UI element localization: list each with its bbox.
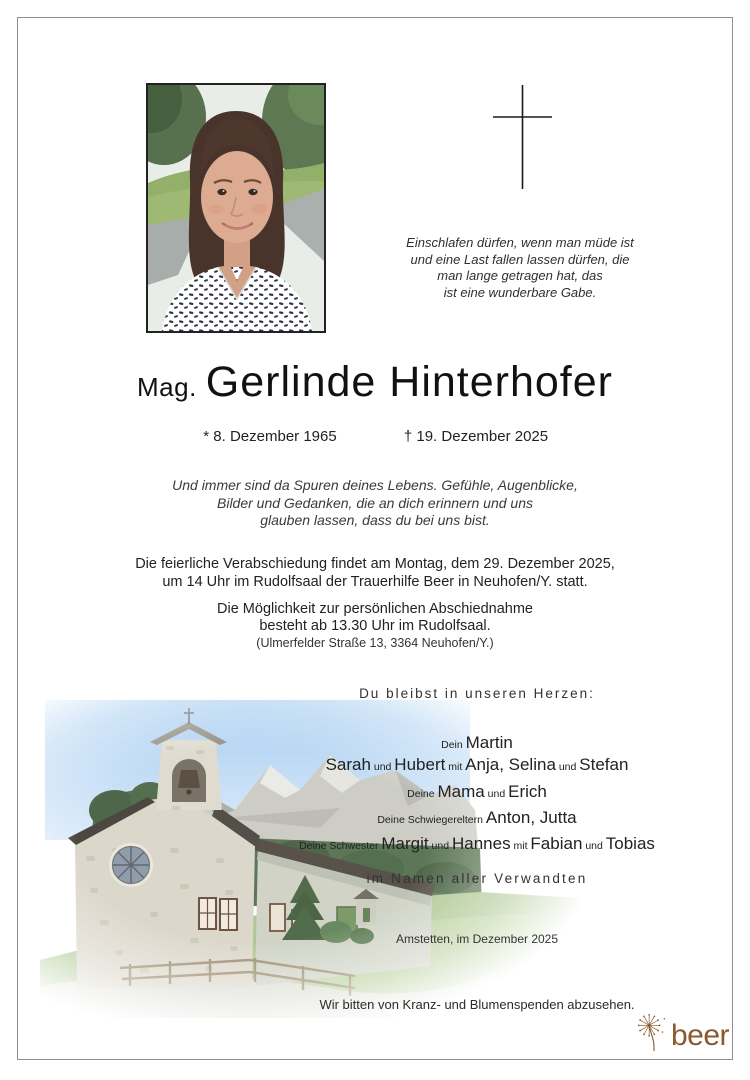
family-line [204,733,750,753]
family-name-segment: Deine [407,788,438,800]
deceased-name [0,358,750,407]
ceremony-line: besteht ab 13.30 Uhr im Rudolfsaal. [259,617,491,634]
birth-date: * 8. Dezember 1965 [203,428,337,445]
funeral-home-logo [633,1011,729,1053]
ceremony-line: Die Möglichkeit zur persönlichen Abschiednahme [217,601,533,617]
family-name-segment: Martin [465,733,513,752]
quote-line: ist eine wunderbare Gabe. [443,284,597,300]
opening-quote [385,235,655,301]
place-and-date: Amstetten, im Dezember 2025 [395,932,559,946]
death-date: † 19. Dezember 2025 [403,428,549,445]
family-name-segment: Hannes [451,834,511,853]
logo-text: beer [671,1019,730,1052]
venue-address: (Ulmerfelder Straße 13, 3364 Neuhofen/Y.) [256,636,494,650]
donation-note: Wir bitten von Kranz- und Blumenspenden abzusehen. [319,997,635,1012]
quote-line: Einschlafen dürfen, wenn man müde ist [406,235,634,250]
family-name-segment: Sarah [325,755,371,774]
memorial-verse [0,477,750,530]
verse-line: glauben lassen, dass du bei uns bist. [260,512,490,528]
family-name-segment: Anja, Selina [465,755,556,774]
farewell-viewing-info [0,601,750,652]
family-name-segment: Tobias [605,834,655,853]
family-name-segment: Erich [508,782,547,801]
family-name-segment: und [555,761,580,773]
family-name-segment: mit [510,840,531,852]
family-name-segment: Dein [441,739,466,751]
ceremony-line: Die feierliche Verabschiedung findet am Montag, dem 29. Dezember 2025, [135,556,615,572]
family-name-segment: und [428,840,452,852]
quote-line: man lange getragen hat, das [437,268,603,283]
family-name-segment: Hubert [394,755,446,774]
verse-line: Bilder und Gedanken, die an dich erinnern und uns [217,494,533,511]
family-name-segment: mit [445,761,466,773]
dandelion-icon [633,1011,671,1053]
family-name-segment: Anton, Jutta [485,808,577,827]
family-name-segment: Stefan [579,755,629,774]
latin-cross-icon [488,82,558,192]
academic-title: Mag. [136,372,197,402]
family-name-segment: Mama [437,782,485,801]
family-name-segment: Fabian [530,834,583,853]
family-name-segment: Margit [381,834,429,853]
family-closing: im Namen aller Verwandten [366,871,588,886]
family-name-segment: Deine Schwiegereltern [377,814,486,826]
verse-line: Und immer sind da Spuren deines Lebens. Gefühle, Augenblicke, [172,477,578,493]
family-line [204,808,750,828]
family-name-segment: und [370,761,395,773]
portrait-illustration [148,85,324,331]
quote-line: und eine Last fallen lassen dürfen, die [410,251,630,267]
family-line [204,834,750,854]
family-name-segment: Deine Schwester [299,840,382,852]
family-line [204,755,750,775]
full-name: Gerlinde Hinterhofer [205,358,613,406]
ceremony-announcement [0,556,750,591]
farewell-heading: Du bleibst in unseren Herzen: [359,686,595,701]
family-line [204,782,750,802]
portrait-photo [146,83,326,333]
family-name-segment: und [484,788,509,800]
family-name-segment: und [582,840,606,852]
ceremony-line: um 14 Uhr im Rudolfsaal der Trauerhilfe Beer in Neuhofen/Y. statt. [162,573,588,590]
